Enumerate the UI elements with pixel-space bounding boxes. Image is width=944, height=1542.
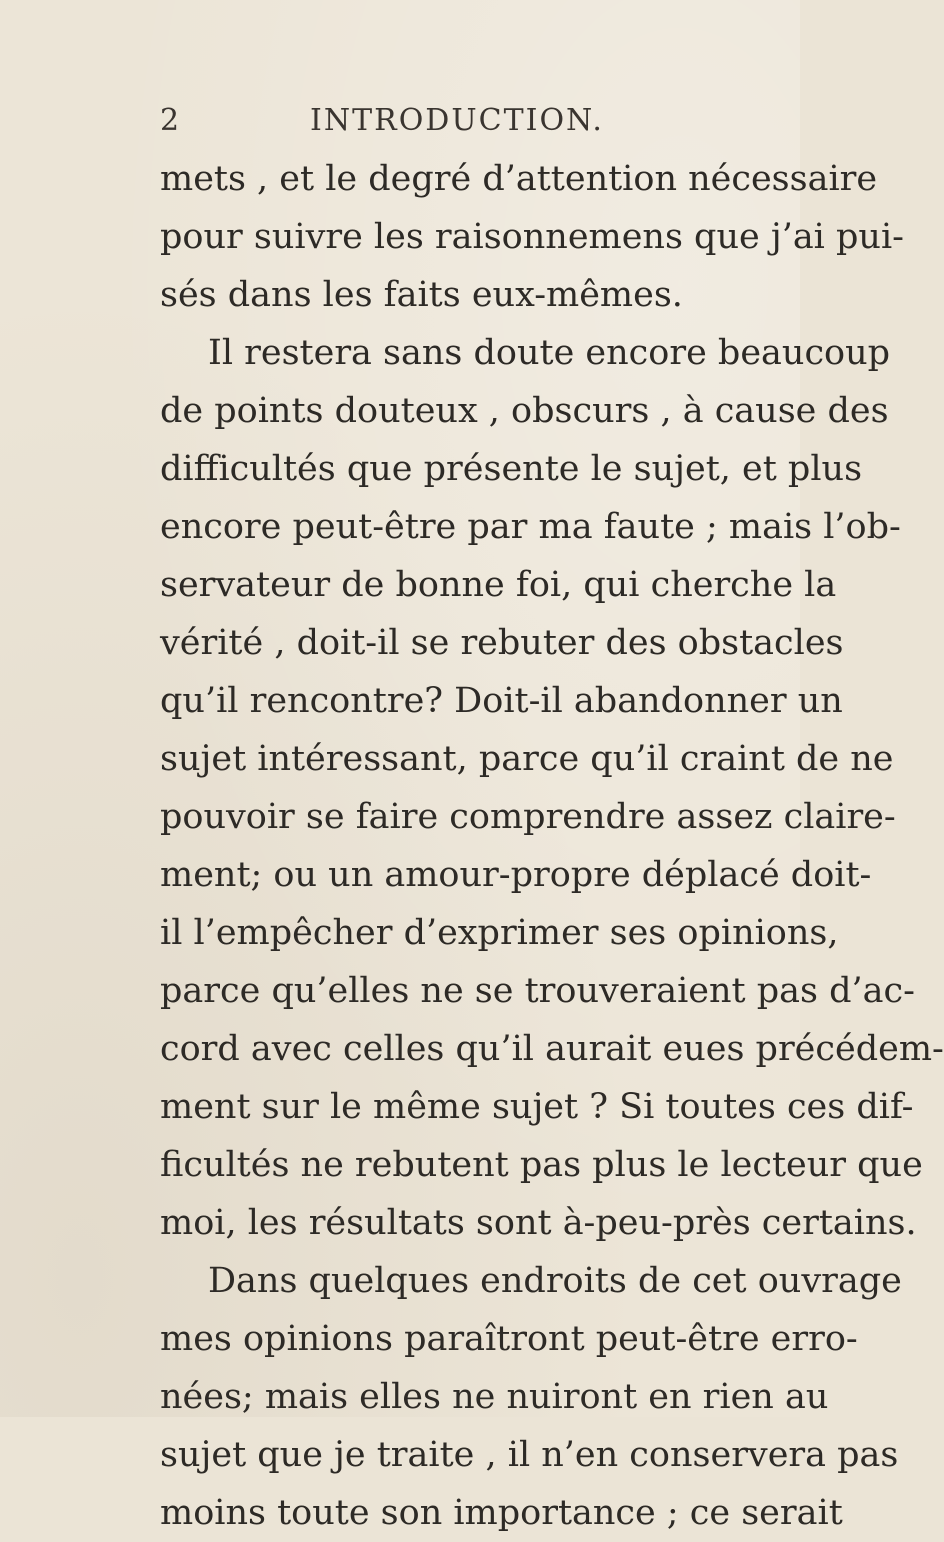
text-line: pour suivre les raisonnemens que j’ai pui- <box>160 217 904 257</box>
page-number: 2 <box>160 103 180 138</box>
text-line: ficultés ne rebutent pas plus le lecteur que <box>160 1145 923 1185</box>
text-line: nées; mais elles ne nuiront en rien au <box>160 1377 829 1417</box>
text-line: difficultés que présente le sujet, et plus <box>160 449 863 489</box>
text-line: sujet intéressant, parce qu’il craint de ne <box>160 739 894 779</box>
text-line: Il restera sans doute encore beaucoup <box>208 333 891 373</box>
text-line: parce qu’elles ne se trouveraient pas d’ac- <box>160 971 915 1011</box>
text-line: pouvoir se faire comprendre assez claire- <box>160 797 896 837</box>
text-line: moins toute son importance ; ce serait <box>160 1493 843 1533</box>
text-line: sujet que je traite , il n’en conservera pas <box>160 1435 899 1475</box>
text-line: mes opinions paraîtront peut-être erro- <box>160 1319 858 1359</box>
text-line: qu’il rencontre? Doit-il abandonner un <box>160 681 843 721</box>
text-line: servateur de bonne foi, qui cherche la <box>160 565 837 605</box>
text-line: ment sur le même sujet ? Si toutes ces dif- <box>160 1087 914 1127</box>
text-line: cord avec celles qu’il aurait eues précédem- <box>160 1029 944 1069</box>
text-line: mets , et le degré d’attention nécessaire <box>160 159 878 199</box>
text-line: ment; ou un amour-propre déplacé doit- <box>160 855 872 895</box>
text-line: Dans quelques endroits de cet ouvrage <box>208 1261 902 1301</box>
text-line: sés dans les faits eux-mêmes. <box>160 275 683 315</box>
text-line: moi, les résultats sont à-peu-près certains. <box>160 1203 917 1243</box>
body-text <box>160 150 944 1542</box>
running-head-title: INTRODUCTION. <box>310 103 604 138</box>
text-line: de points douteux , obscurs , à cause des <box>160 391 889 431</box>
text-line: vérité , doit-il se rebuter des obstacles <box>160 623 844 663</box>
text-line: encore peut-être par ma faute ; mais l’ob- <box>160 507 901 547</box>
text-line: il l’empêcher d’exprimer ses opinions, <box>160 913 839 953</box>
